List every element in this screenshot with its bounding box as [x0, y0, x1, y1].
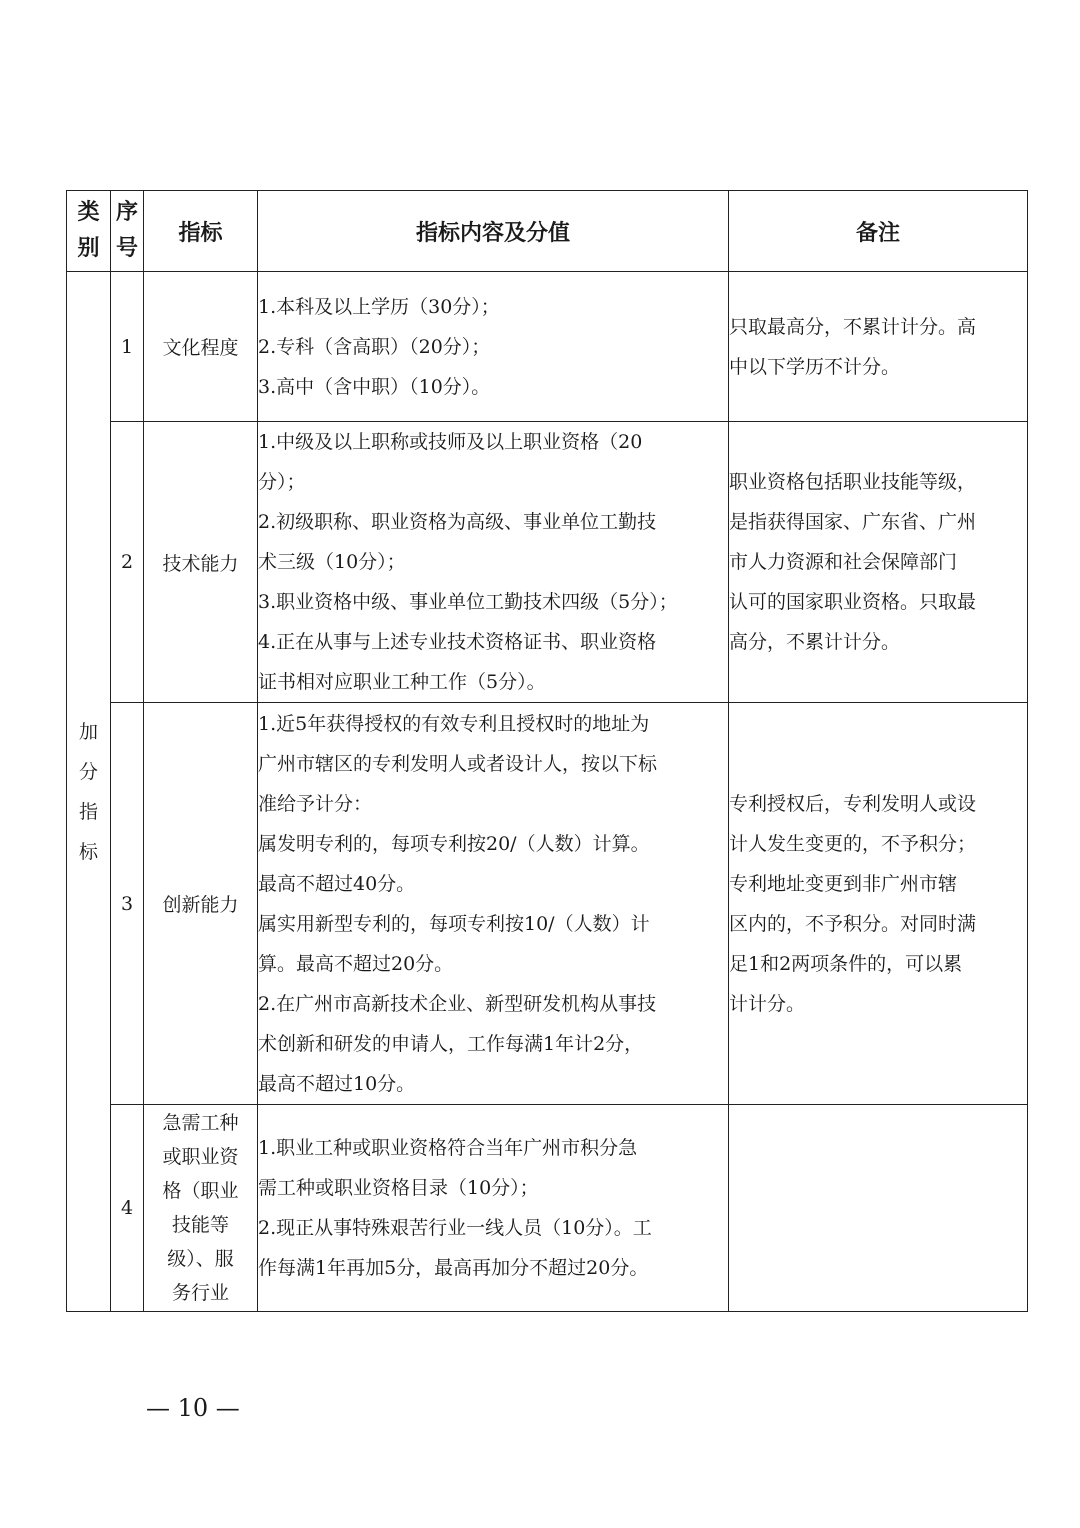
content-cell: 1.职业工种或职业资格符合当年广州市积分急 需工种或职业资格目录（10分）； 2.现正从事特殊艰苦行业一线人员（10分）。工 作每满1年再加5分，最高再加分不超过20分。	[258, 1105, 729, 1312]
seq-cell: 1	[111, 272, 144, 422]
indicator-cell: 文化程度	[144, 272, 258, 422]
remark-cell: 职业资格包括职业技能等级， 是指获得国家、广东省、广州 市人力资源和社会保障部门 认可的国家职业资格。只取最 高分，不累计计分。	[729, 422, 1028, 703]
table-row	[67, 1105, 1028, 1312]
indicator-cell: 急需工种 或职业资 格（职业 技能等 级）、服 务行业	[144, 1105, 258, 1312]
indicator-cell: 技术能力	[144, 422, 258, 703]
header-category: 类 别	[67, 191, 111, 272]
score-table	[66, 190, 1028, 1312]
seq-cell: 4	[111, 1105, 144, 1312]
header-seq: 序 号	[111, 191, 144, 272]
header-content: 指标内容及分值	[258, 191, 729, 272]
page-number: — 10 —	[146, 1394, 240, 1422]
header-remark: 备注	[729, 191, 1028, 272]
table-row	[67, 422, 1028, 703]
content-cell: 1.中级及以上职称或技师及以上职业资格（20 分）； 2.初级职称、职业资格为高级、事业单位工勤技 术三级（10分）； 3.职业资格中级、事业单位工勤技术四级（5分）； 4.正在从事与上述专业技术资格证书、职业资格 证书相对应职业工种工作（5分）。	[258, 422, 729, 703]
remark-cell: 专利授权后，专利发明人或设 计人发生变更的，不予积分； 专利地址变更到非广州市辖 区内的，不予积分。对同时满 足1和2两项条件的，可以累 计计分。	[729, 703, 1028, 1105]
seq-cell: 3	[111, 703, 144, 1105]
remark-cell: 只取最高分，不累计计分。高 中以下学历不计分。	[729, 272, 1028, 422]
remark-cell	[729, 1105, 1028, 1312]
indicator-cell: 创新能力	[144, 703, 258, 1105]
header-indicator: 指标	[144, 191, 258, 272]
content-cell: 1.近5年获得授权的有效专利且授权时的地址为 广州市辖区的专利发明人或者设计人，按以下标 准给予计分： 属发明专利的，每项专利按20/（人数）计算。 最高不超过40分。 属实用新型专利的，每项专利按10/（人数）计 算。最高不超过20分。 2.在广州市高新技术企业、新型研发机构从事技 术创新和研发的申请人，工作每满1年计2分， 最高不超过10分。	[258, 703, 729, 1105]
content-cell: 1.本科及以上学历（30分）； 2.专科（含高职）（20分）； 3.高中（含中职）（10分）。	[258, 272, 729, 422]
table-row	[67, 272, 1028, 422]
table-row	[67, 703, 1028, 1105]
category-cell: 加 分 指 标	[67, 272, 111, 1312]
header-row	[67, 191, 1028, 272]
seq-cell: 2	[111, 422, 144, 703]
